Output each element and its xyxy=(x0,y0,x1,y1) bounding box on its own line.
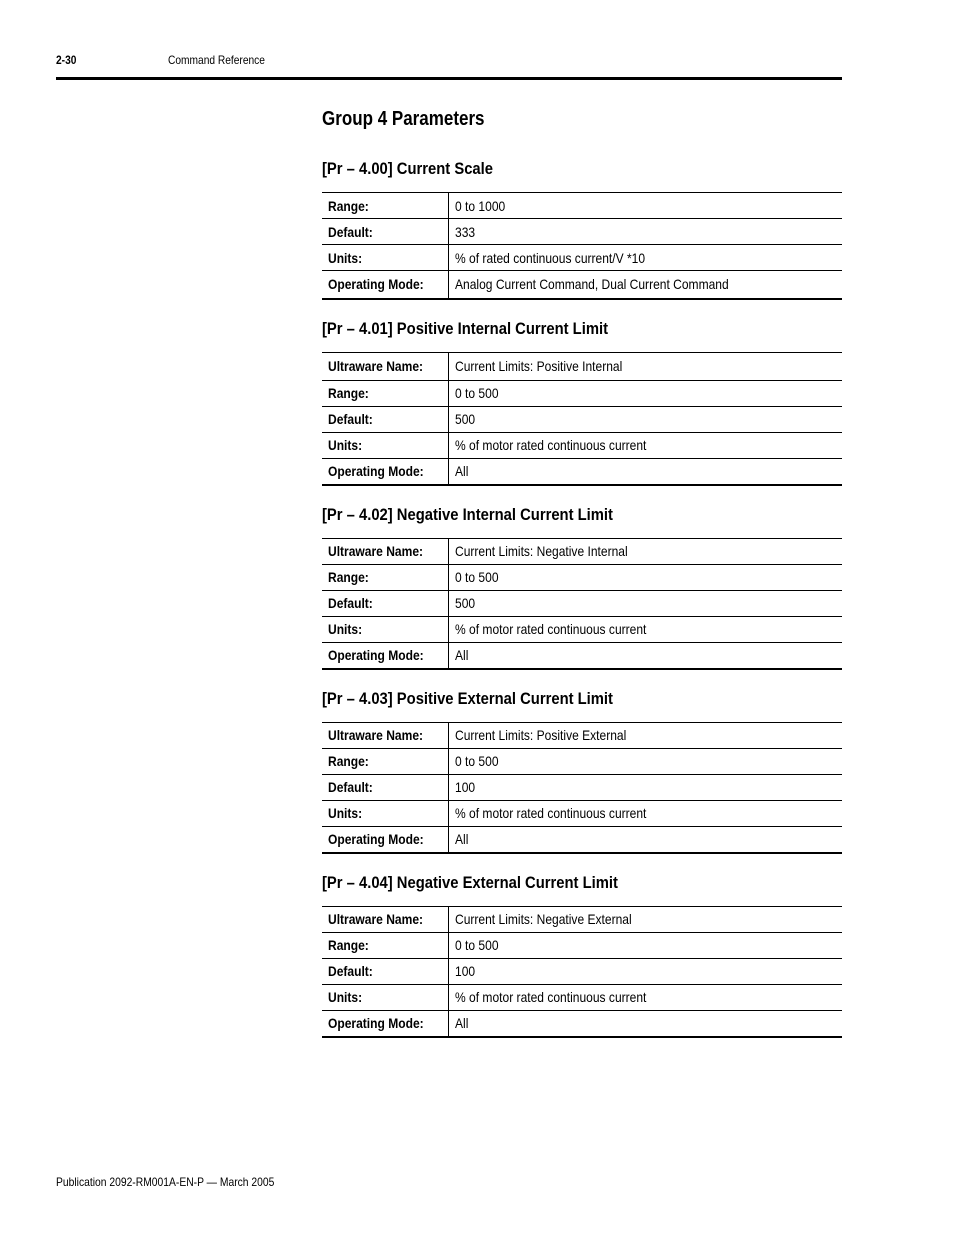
row-label: Default: xyxy=(322,590,449,616)
table-row xyxy=(322,906,842,932)
param-section-4-03 xyxy=(322,687,842,854)
param-title: [Pr – 4.02] Negative Internal Current Limit xyxy=(322,504,613,524)
row-value: 0 to 500 xyxy=(449,380,843,406)
param-section-4-01 xyxy=(322,317,842,486)
table-row xyxy=(322,984,842,1010)
row-label: Operating Mode: xyxy=(322,642,449,669)
param-section-4-00 xyxy=(322,157,842,300)
table-row xyxy=(322,1010,842,1037)
row-label: Units: xyxy=(322,800,449,826)
row-value: Current Limits: Positive External xyxy=(455,727,627,743)
table-row xyxy=(322,564,842,590)
row-value: 0 to 500 xyxy=(449,932,843,958)
row-value: Current Limits: Negative Internal xyxy=(455,543,628,559)
param-table xyxy=(322,352,842,486)
row-label: Ultraware Name: xyxy=(322,722,449,748)
param-title: [Pr – 4.03] Positive External Current Limit xyxy=(322,688,613,708)
running-head: Command Reference xyxy=(168,53,265,67)
param-table xyxy=(322,722,842,854)
row-value: All xyxy=(449,1010,843,1037)
table-row xyxy=(322,722,842,748)
row-label: Range: xyxy=(322,748,449,774)
row-value: Current Limits: Negative External xyxy=(455,911,632,927)
param-table xyxy=(322,906,842,1038)
param-title: [Pr – 4.00] Current Scale xyxy=(322,159,493,178)
table-row xyxy=(322,245,842,271)
row-label: Units: xyxy=(322,245,449,271)
table-row xyxy=(322,219,842,245)
table-row xyxy=(322,826,842,853)
row-value: Analog Current Command, Dual Current Command xyxy=(449,271,843,299)
row-value: 100 xyxy=(449,774,843,800)
row-value: % of motor rated continuous current xyxy=(449,984,843,1010)
table-row xyxy=(322,352,842,380)
group-title: Group 4 Parameters xyxy=(322,108,485,130)
table-row xyxy=(322,958,842,984)
table-row xyxy=(322,616,842,642)
table-row xyxy=(322,642,842,669)
row-label: Range: xyxy=(322,932,449,958)
page-header xyxy=(56,53,842,80)
row-label: Units: xyxy=(322,984,449,1010)
page-number: 2-30 xyxy=(56,53,77,67)
row-label: Range: xyxy=(322,193,449,219)
row-label: Units: xyxy=(322,432,449,458)
table-row xyxy=(322,932,842,958)
table-row xyxy=(322,458,842,485)
row-value: All xyxy=(449,642,843,669)
row-value: 0 to 1000 xyxy=(455,197,506,214)
table-row xyxy=(322,271,842,299)
table-row xyxy=(322,800,842,826)
param-section-4-04 xyxy=(322,871,842,1038)
row-label: Operating Mode: xyxy=(322,458,449,485)
row-label: Ultraware Name: xyxy=(322,538,449,564)
row-label: Units: xyxy=(322,616,449,642)
table-row xyxy=(322,193,842,219)
page-footer: Publication 2092-RM001A-EN-P — March 2005 xyxy=(56,1175,275,1189)
param-section-4-02 xyxy=(322,503,842,670)
row-value: % of motor rated continuous current xyxy=(449,800,843,826)
row-value: 500 xyxy=(449,406,843,432)
row-value: 500 xyxy=(449,590,843,616)
row-label: Ultraware Name: xyxy=(322,906,449,932)
row-label: Operating Mode: xyxy=(322,271,449,299)
row-label: Range: xyxy=(322,564,449,590)
row-label: Default: xyxy=(322,958,449,984)
row-label: Default: xyxy=(322,219,449,245)
row-label: Range: xyxy=(322,380,449,406)
row-value: Current Limits: Positive Internal xyxy=(455,358,623,374)
row-label: Default: xyxy=(322,406,449,432)
row-value: 0 to 500 xyxy=(449,748,843,774)
main-content xyxy=(322,104,842,1038)
row-value: 100 xyxy=(449,958,843,984)
row-value: All xyxy=(449,458,843,485)
table-row xyxy=(322,380,842,406)
row-label: Operating Mode: xyxy=(322,1010,449,1037)
table-row xyxy=(322,774,842,800)
row-label: Operating Mode: xyxy=(322,826,449,853)
param-table xyxy=(322,192,842,300)
row-label: Default: xyxy=(322,774,449,800)
row-value: % of motor rated continuous current xyxy=(449,432,843,458)
param-title: [Pr – 4.01] Positive Internal Current Limit xyxy=(322,318,609,338)
row-value: % of rated continuous current/V *10 xyxy=(449,245,843,271)
table-row xyxy=(322,406,842,432)
param-table xyxy=(322,538,842,670)
table-row xyxy=(322,538,842,564)
row-value: All xyxy=(449,826,843,853)
row-value: 333 xyxy=(449,219,843,245)
table-row xyxy=(322,748,842,774)
param-title: [Pr – 4.04] Negative External Current Limit xyxy=(322,872,618,892)
row-value: 0 to 500 xyxy=(449,564,843,590)
table-row xyxy=(322,432,842,458)
row-label: Ultraware Name: xyxy=(322,352,449,380)
table-row xyxy=(322,590,842,616)
row-value: % of motor rated continuous current xyxy=(449,616,843,642)
